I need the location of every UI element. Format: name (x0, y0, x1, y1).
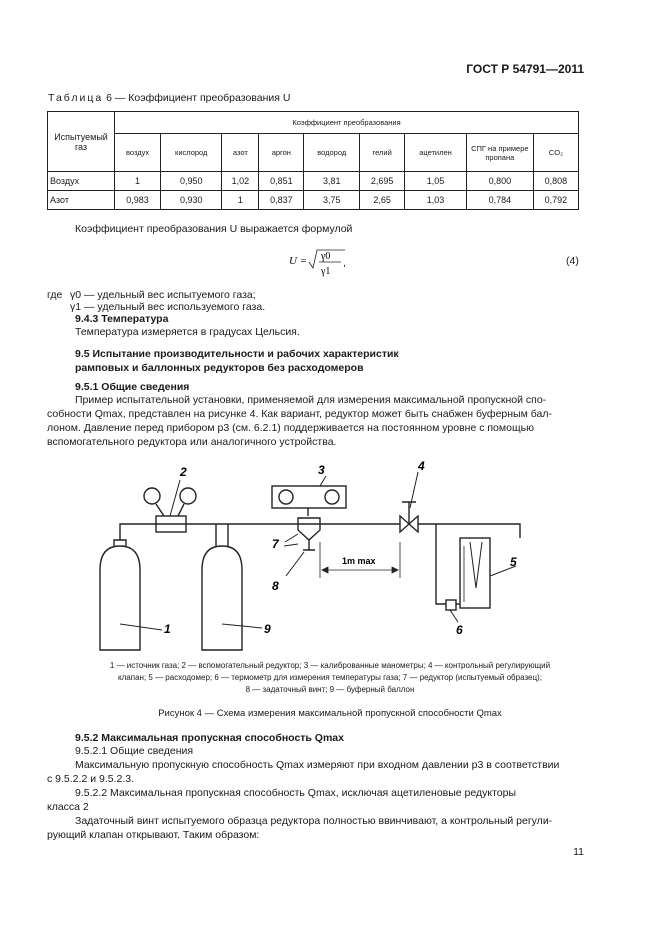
figure-label: 1 (164, 622, 171, 636)
figure-label: 4 (418, 459, 425, 473)
where-g0: γ0 — удельный вес испытуемого газа; (70, 289, 256, 301)
col-header: CO₂ (533, 134, 578, 172)
section-title: 9.4.3 Температура (75, 313, 169, 325)
outlet-pipe (436, 524, 446, 604)
legend-line: 8 — задаточный винт; 9 — буферный баллон (245, 685, 415, 694)
buffer-cylinder-neck (216, 524, 228, 546)
formula-4 (285, 244, 365, 280)
paragraph-line: Пример испытательной установки, применяемой для измерения максимальной пропускной спо- (75, 394, 547, 406)
table-row (48, 191, 579, 210)
adjusting-screw (303, 540, 315, 550)
table-caption-text: 6 — Коэффициент преобразования U (106, 92, 291, 104)
flowmeter (460, 538, 490, 608)
paragraph-line: вспомогательного редуктора или аналогичного устройства. (47, 436, 337, 448)
formula-comma: , (343, 258, 346, 269)
table-cell: 3,81 (304, 172, 360, 191)
table-caption-prefix: Таблица (48, 92, 104, 104)
subsection-title: 9.5.2.1 Общие сведения (75, 745, 194, 757)
table-group-header: Коэффициент преобразования (115, 112, 579, 134)
table-cell: 0,983 (115, 191, 161, 210)
formula-num: γ0 (321, 251, 331, 262)
table-cell: 1 (222, 191, 259, 210)
page-number: 11 (573, 846, 584, 858)
formula-number: (4) (566, 255, 579, 267)
paragraph-line: лоном. Давление перед прибором p3 (см. 6.2.1) поддерживается на постоянном уровне с помощью (47, 422, 534, 434)
col-header: воздух (115, 134, 161, 172)
gauge-icon (279, 490, 293, 504)
conversion-table (47, 111, 579, 210)
test-reducer (298, 518, 320, 540)
paragraph-line: 9.5.2.2 Максимальная пропускная способность Qmax, исключая ацетиленовые редукторы (75, 787, 516, 799)
calibrated-manometers (272, 486, 346, 508)
table-row (48, 172, 579, 191)
gas-cylinder-1 (100, 546, 140, 650)
table-cell: 0,837 (259, 191, 304, 210)
table-cell: 0,851 (259, 172, 304, 191)
col-header: ацетилен (405, 134, 467, 172)
paragraph-line: Задаточный винт испытуемого образца редуктора полностью ввинчивают, а контрольный регули- (75, 815, 553, 827)
paragraph-line: Максимальную пропускную способность Qmax измеряют при входном давлении p3 в соответствии (75, 759, 560, 771)
cylinder-1-valve (114, 540, 126, 546)
formula-lhs: U = (289, 255, 308, 267)
section-title: рамповых и баллонных редукторов без расходомеров (75, 362, 364, 374)
table-cell: 3,75 (304, 191, 360, 210)
where-g1: γ1 — удельный вес используемого газа. (70, 301, 266, 313)
figure-label: 8 (272, 579, 279, 593)
section-title: 9.5 Испытание производительности и рабочих характеристик (75, 348, 399, 360)
where-word: где (47, 289, 63, 301)
leader-8 (286, 552, 304, 576)
figure-legend (40, 660, 620, 696)
table-caption (48, 92, 290, 104)
gauge-icon (144, 488, 160, 504)
table-cell: 0,950 (161, 172, 222, 191)
table-cell: 0,930 (161, 191, 222, 210)
col-header: СПГ на примере пропана (466, 134, 533, 172)
paragraph-line: с 9.5.2.2 и 9.5.2.3. (47, 773, 135, 785)
table-cell: 1,05 (405, 172, 467, 191)
figure-caption: Рисунок 4 — Схема измерения максимальной пропускной способности Qmax (158, 708, 502, 719)
section-title: 9.5.2 Максимальная пропускная способность Qmax (75, 732, 344, 744)
figure-label: 6 (456, 623, 463, 637)
col-header: аргон (259, 134, 304, 172)
table-cell: 1 (115, 172, 161, 191)
thermometer (446, 600, 456, 610)
col-header: водород (304, 134, 360, 172)
table-cell: 0,784 (466, 191, 533, 210)
table-cell: Азот (48, 191, 115, 210)
table-cell: 2,695 (360, 172, 405, 191)
document-header: ГОСТ Р 54791—2011 (466, 62, 584, 76)
table-cell: 0,792 (533, 191, 578, 210)
section-title: 9.5.1 Общие сведения (75, 381, 190, 393)
gauge-icon (325, 490, 339, 504)
legend-line: клапан; 5 — расходомер; 6 — термометр для измерения температуры газа; 7 — редуктор (испытуемый образец); (118, 673, 542, 682)
paragraph: Температура измеряется в градусах Цельсия. (75, 326, 300, 338)
figure-label: 5 (510, 555, 517, 569)
table-cell: Воздух (48, 172, 115, 191)
col-header: гелий (360, 134, 405, 172)
dimension-label: 1m max (342, 556, 376, 566)
pipe-to-flowmeter (418, 524, 520, 538)
figure-label: 9 (264, 622, 271, 636)
buffer-cylinder (202, 546, 242, 650)
table-cell: 2,65 (360, 191, 405, 210)
table-cell: 0,800 (466, 172, 533, 191)
table-cell: 1,02 (222, 172, 259, 191)
table-cell: 0,808 (533, 172, 578, 191)
paragraph-line: собности Qmax, представлен на рисунке 4. Как вариант, редуктор может быть снабжен буферным бал- (47, 408, 552, 420)
legend-line: 1 — источник газа; 2 — вспомогательный редуктор; 3 — калиброванные манометры; 4 — контрольный регулирующий (109, 661, 551, 670)
formula-intro: Коэффициент преобразования U выражается формулой (75, 223, 353, 235)
paragraph-line: рующий клапан открывают. Таким образом: (47, 829, 260, 841)
table-cell: 1,03 (405, 191, 467, 210)
measurement-scheme-figure (80, 458, 540, 658)
table-row-header: Испытуемый газ (48, 112, 115, 172)
formula-den: γ1 (321, 266, 331, 277)
col-header: азот (222, 134, 259, 172)
figure-label: 7 (272, 537, 279, 551)
figure-label: 3 (318, 463, 325, 477)
figure-label: 2 (180, 465, 187, 479)
paragraph-line: класса 2 (47, 801, 89, 813)
col-header: кислород (161, 134, 222, 172)
gauge-icon (180, 488, 196, 504)
